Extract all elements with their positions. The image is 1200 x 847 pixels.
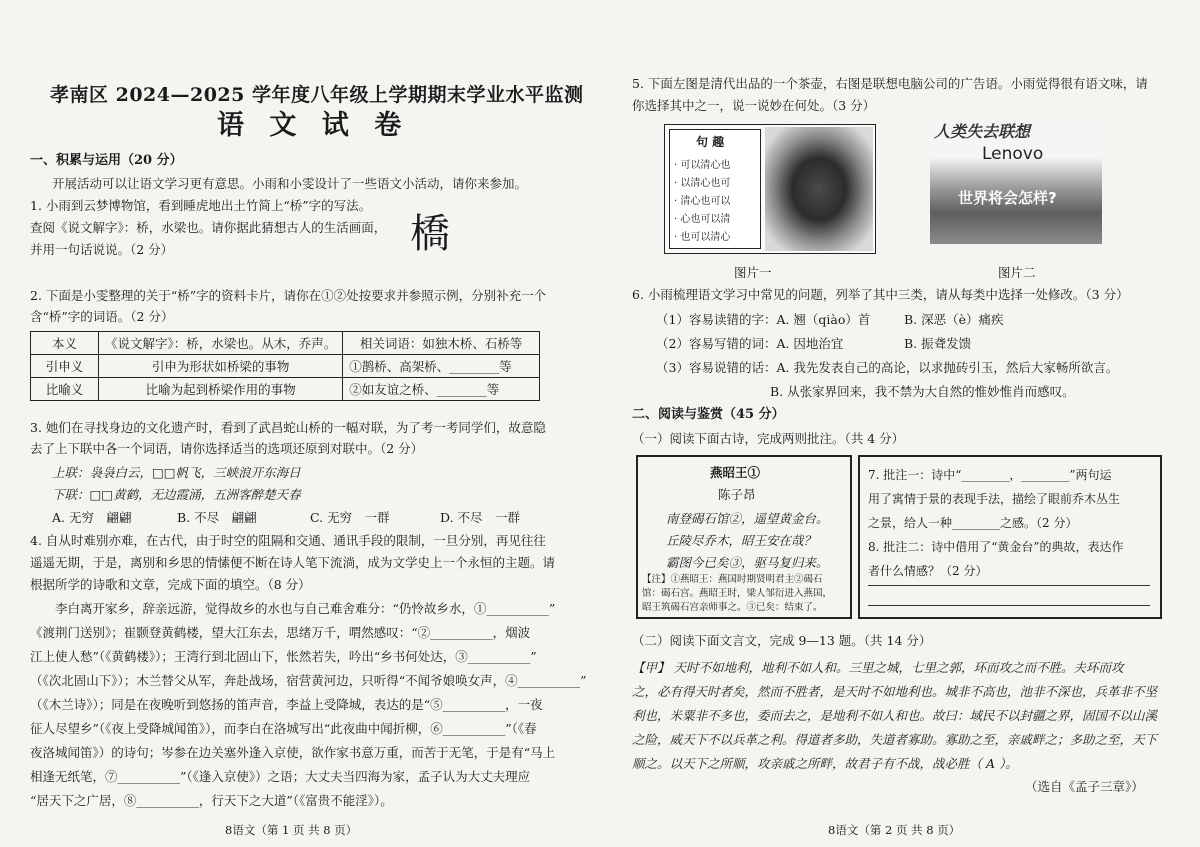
q1-line-3: 并用一句话说说。（2 分） xyxy=(30,242,174,257)
poem-note: 昭王筑碣石宫亲师事之。③已矣：结束了。 xyxy=(642,602,823,613)
annotation-box xyxy=(858,455,1162,619)
q6-item-1b: B. 深恶（è）痛疾 xyxy=(904,312,1004,327)
exam-title: 孝南区 2024—2025 学年度八年级上学期期末学业水平监测 xyxy=(50,84,584,106)
ad-slogan: 人类失去联想 xyxy=(934,122,1031,141)
phrase-line: · 心也可以清 xyxy=(674,214,731,225)
intro-text: 开展活动可以让语文学习更有意思。小雨和小雯设计了一些语文小活动，请你来参加。 xyxy=(52,176,528,191)
q4-line: 《渡荆门送别》；崔颢登黄鹤楼，望大江东去，思绪万千，喟然感叹：“②__________，烟波 xyxy=(30,625,531,640)
q5-line-2: 你选择其中之一，说一说妙在何处。（3 分） xyxy=(632,98,876,113)
q8-line: 者什么情感？（2 分） xyxy=(868,564,988,578)
q4-line: 李白离开家乡，辞亲远游，觉得故乡的水也与自己难舍难分：“仍怜故乡水，①__________” xyxy=(30,601,556,616)
q4-line: 根据所学的诗歌和文章，完成下面的填空。（8 分） xyxy=(30,577,311,592)
q6-item-2b: B. 振聋发馈 xyxy=(904,336,972,351)
q7-line: 用了寓情于景的表现手法，描绘了眼前乔木丛生 xyxy=(868,492,1121,506)
table-row xyxy=(31,355,540,378)
q4-line: （《木兰诗》）；同是在夜晚听到悠扬的笛声音，李益上受降城，表达的是“⑤__________，一夜 xyxy=(30,697,543,712)
page-footer-1: 8语文（第 1 页 共 8 页） xyxy=(225,823,358,837)
q7-line: 7. 批注一：诗中“________，________”两句运 xyxy=(868,468,1112,482)
q4-line: 征人尽望乡”（《夜上受降城闻笛》），而李白在洛城写出“此夜曲中闻折柳，⑥__________”（《春 xyxy=(30,721,537,736)
poem-line: 霸图今已矣③，驱马复归来。 xyxy=(666,555,829,570)
q1-line-1: 1. 小雨到云梦博物馆，看到睡虎地出土竹简上“桥”字的写法。 xyxy=(30,198,372,213)
poem-title: 燕昭王① xyxy=(710,465,761,480)
q1-line-2: 查阅《说文解字》：桥，水梁也。请你据此猜想古人的生活画面， xyxy=(30,220,387,235)
table-row xyxy=(31,378,540,401)
ad-question: 世界将会怎样? xyxy=(958,189,1057,207)
part-1-heading: （一）阅读下面古诗，完成两则批注。（共 4 分） xyxy=(632,431,905,446)
q6-item-1a: （1）容易读错的字：A. 翘（qiào）首 xyxy=(656,312,871,327)
prose-line: 之，必有得天时者矣，然而不胜者，是天时不如地利也。城非不高也，池非不深也，兵革非不坚 xyxy=(632,684,1158,699)
table-cell: 引申义 xyxy=(31,355,99,378)
qiao-info-card xyxy=(30,331,540,401)
q6-item-2a: （2）容易写错的词：A. 因地治宜 xyxy=(656,336,844,351)
lenovo-ad-image xyxy=(930,120,1102,244)
q3-option-b: B. 不尽 翩翩 xyxy=(177,510,257,525)
q8-answer-line[interactable] xyxy=(868,585,1150,586)
page-footer-2: 8语文（第 2 页 共 8 页） xyxy=(828,823,961,837)
prose-line: 【甲】 天时不如地利，地利不如人和。三里之城，七里之郭，环而攻之而不胜。夫环而攻 xyxy=(632,660,1124,675)
q3-option-d: D. 不尽 一群 xyxy=(440,510,521,525)
section-1-heading: 一、积累与运用（20 分） xyxy=(30,153,183,168)
poem-line: 丘陵尽乔木，昭王安在哉？ xyxy=(666,533,817,548)
q6-item-3b: B. 从张家界回来，我不禁为大自然的惟妙惟肖而感叹。 xyxy=(770,384,1075,399)
q4-line: 江上使人愁”（《黄鹤楼》）；王湾行到北固山下，怅然若失，吟出“乡书何处达，③__________” xyxy=(30,649,537,664)
right-page xyxy=(600,0,1200,847)
picture-2-caption: 图片二 xyxy=(998,265,1036,280)
prose-line: 利也，米粟非不多也，委而去之，是地利不如人和也。故曰：域民不以封疆之界，固国不以山溪 xyxy=(632,708,1158,723)
q3-line-2: 去了上下联中各一个词语，请你选择适当的选项还原到对联中。（2 分） xyxy=(30,441,424,456)
poem-author: 陈子昂 xyxy=(718,487,756,502)
part-2-heading: （二）阅读下面文言文，完成 9—13 题。（共 14 分） xyxy=(632,633,932,648)
q4-line: “居天下之广居，⑧__________，行天下之大道”（《富贵不能淫》）。 xyxy=(30,793,393,808)
section-2-heading: 二、阅读与鉴赏（45 分） xyxy=(632,407,785,422)
teapot-picture xyxy=(664,124,876,254)
q4-line: （《次北固山下》）；木兰替父从军，奔赴战场，宿营黄河边，只听得“不闻爷娘唤女声，④__________” xyxy=(30,673,587,688)
table-cell: 本义 xyxy=(31,332,99,355)
q2-line-2: 含“桥”字的词语。（2 分） xyxy=(30,309,174,324)
q8-answer-line[interactable] xyxy=(868,605,1150,606)
q3-option-c: C. 无穷 一群 xyxy=(310,510,390,525)
table-cell: 比喻为起到桥梁作用的事物 xyxy=(99,378,343,401)
table-cell: 比喻义 xyxy=(31,378,99,401)
q4-line: 遥遥无期，于是，离别和乡思的情愫便不断在诗人笔下流淌，成为文学史上一个永恒的主题。请 xyxy=(30,555,556,570)
q5-line-1: 5. 下面左图是清代出品的一个茶壶，右图是联想电脑公司的广告语。小雨觉得很有语文味，请 xyxy=(632,76,1148,91)
q4-line: 夜洛城闻笛》）的诗句；岑参在边关塞外逢入京使，欲作家书意万重，而苦于无笔，于是有“马上 xyxy=(30,745,556,760)
poem-line: 南登碣石馆②，遥望黄金台。 xyxy=(666,511,829,526)
poem-note: 【注】①燕昭王：燕国时期贤明君主②碣石 xyxy=(642,574,823,585)
phrase-line: · 清心也可以 xyxy=(674,196,731,207)
table-cell: 相关词语：如独木桥、石桥等 xyxy=(343,332,540,355)
bamboo-slip-character-image: 橋 xyxy=(410,211,450,257)
table-cell: 引申为形状如桥梁的事物 xyxy=(99,355,343,378)
phrase-card xyxy=(669,129,761,249)
table-cell: ①鹊桥、高架桥、________等 xyxy=(343,355,540,378)
q8-line: 8. 批注二：诗中借用了“黄金台”的典故，表达作 xyxy=(868,540,1124,554)
q4-line: 相逢无纸笔，⑦__________”（《逢入京使》）之语；大丈夫当四海为家，孟子认为大丈夫理应 xyxy=(30,769,531,784)
prose-line: 之险，威天下不以兵革之利。得道者多助，失道者寡助。寡助之至，亲戚畔之；多助之至，天下 xyxy=(632,732,1158,747)
teapot-image xyxy=(765,127,873,251)
poem-box xyxy=(636,455,852,619)
q2-line-1: 2. 下面是小雯整理的关于“桥”字的资料卡片，请你在①②处按要求并参照示例，分别补充一个 xyxy=(30,288,547,303)
q4-line: 4. 自从时难别亦难，在古代，由于时空的阻隔和交通、通讯手段的限制，一旦分别，再见往往 xyxy=(30,533,546,548)
q7-line: 之景，给人一种________之感。（2 分） xyxy=(868,516,1078,530)
couplet-upper: 上联：袅袅白云，□□帆飞，三峡浪开东海日 xyxy=(52,465,301,480)
q3-line-1: 3. 她们在寻找身边的文化遗产时，看到了武昌蛇山桥的一幅对联，为了考一考同学们，故意隐 xyxy=(30,420,546,435)
table-cell: 《说文解字》：桥，水梁也。从木，乔声。 xyxy=(99,332,343,355)
q3-option-a: A. 无穷 翩翩 xyxy=(52,510,132,525)
poem-note: 馆：碣石宫。燕昭王时，梁人邹衍进入燕国， xyxy=(642,588,833,599)
exam-subtitle: 语 文 试 卷 xyxy=(217,110,410,141)
phrase-line: · 可以清心也 xyxy=(674,160,731,171)
prose-source: （选自《孟子三章》） xyxy=(1025,779,1144,794)
phrase-card-title: 句 趣 xyxy=(696,135,725,149)
table-row xyxy=(31,332,540,355)
phrase-line: · 也可以清心 xyxy=(674,232,731,243)
table-cell: ②如友谊之桥、________等 xyxy=(343,378,540,401)
q6-item-3a: （3）容易说错的话：A. 我先发表自己的高论，以求抛砖引玉，然后大家畅所欲言。 xyxy=(656,360,1119,375)
picture-1-caption: 图片一 xyxy=(734,265,772,280)
couplet-lower: 下联：□□黄鹤，无边霞涌，五洲客醉楚天春 xyxy=(52,487,301,502)
prose-line: 顺之。以天下之所顺，攻亲戚之所畔，故君子有不战，战必胜（ A ）。 xyxy=(632,756,1018,771)
q6-text: 6. 小雨梳理语文学习中常见的问题，列举了其中三类，请从每类中选择一处修改。（3 分） xyxy=(632,287,1129,302)
phrase-line: · 以清心也可 xyxy=(674,178,731,189)
ad-brand: Lenovo xyxy=(982,144,1044,164)
